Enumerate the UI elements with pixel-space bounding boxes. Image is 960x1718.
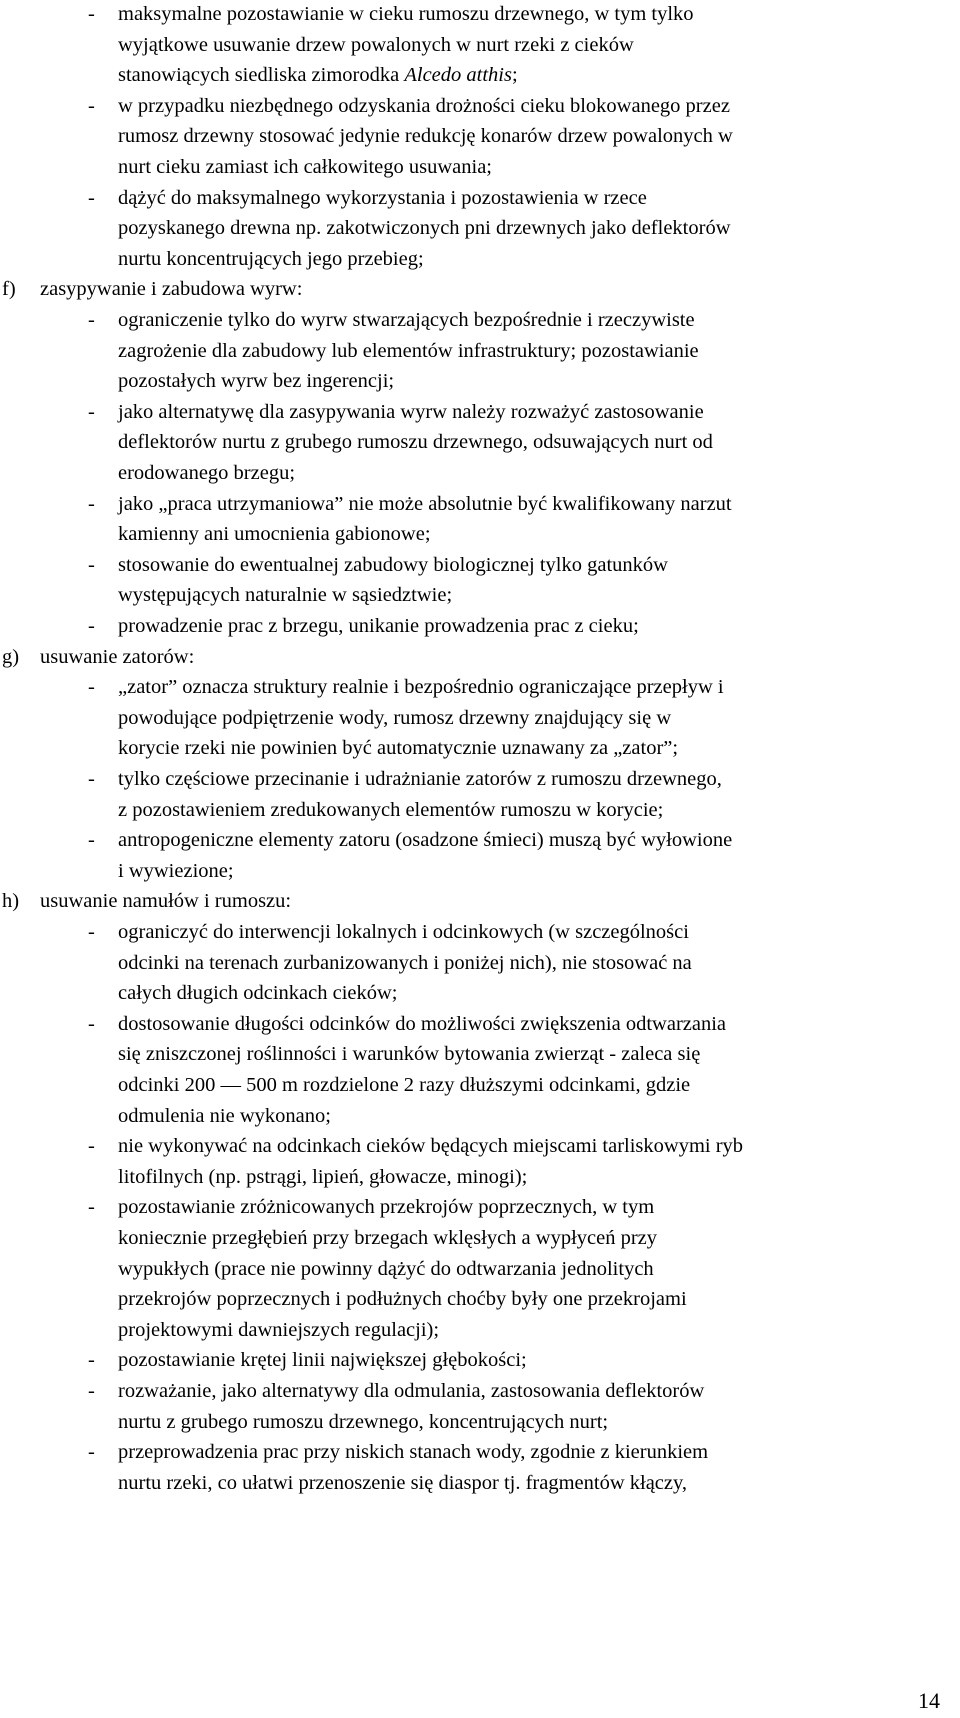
text-line-content: nurt cieku zamiast ich całkowitego usuwania; bbox=[118, 156, 493, 178]
list-bullet-dash: - bbox=[88, 1135, 95, 1158]
text-line-content: zasypywanie i zabudowa wyrw: bbox=[40, 278, 303, 301]
text-line bbox=[118, 738, 678, 759]
text-line-content: ograniczyć do interwencji lokalnych i odcinkowych (w szczególności bbox=[118, 921, 689, 943]
text-line bbox=[118, 1259, 654, 1280]
list-bullet-dash: - bbox=[88, 400, 95, 423]
text-line-content: pozyskanego drewna np. zakotwiczonych pni drzewnych jako deflektorów bbox=[118, 217, 731, 240]
text-line-content: pozostawianie zróżnicowanych przekrojów poprzecznych, w tym bbox=[118, 1196, 655, 1219]
text-line bbox=[118, 830, 732, 851]
text-line-content: występujących naturalnie w sąsiedztwie; bbox=[118, 584, 453, 607]
list-bullet-dash: - bbox=[88, 1380, 95, 1402]
text-line-content: nurtu z grubego rumoszu drzewnego, koncentrujących nurt; bbox=[118, 1410, 609, 1433]
text-line bbox=[118, 616, 639, 637]
text-line-content: deflektorów nurtu z grubego rumoszu drzewnego, odsuwających nurt od bbox=[118, 431, 713, 454]
text-line bbox=[118, 585, 452, 606]
list-bullet-dash: - bbox=[88, 829, 95, 852]
text-line-content: korycie rzeki nie powinien być automatycznie uznawany za „zator”; bbox=[118, 737, 679, 760]
text-line bbox=[118, 432, 713, 453]
text-line-content: w przypadku niezbędnego odzyskania drożności cieku blokowanego przez bbox=[118, 94, 730, 117]
text-line-content: powodujące podpiętrzenie wody, rumosz drzewny znajdujący się w bbox=[118, 706, 672, 729]
text-line bbox=[40, 647, 194, 668]
text-line-content: usuwanie namułów i rumoszu: bbox=[40, 890, 292, 913]
text-line bbox=[118, 1350, 527, 1371]
text-line bbox=[118, 4, 694, 25]
text-line bbox=[118, 157, 492, 178]
text-line-content: projektowymi dawniejszych regulacji); bbox=[118, 1318, 440, 1341]
text-line bbox=[118, 126, 733, 147]
text-line-content: jako „praca utrzymaniowa” nie może absolutnie być kwalifikowany narzut bbox=[118, 492, 732, 515]
text-line-content: pozostałych wyrw bez ingerencji; bbox=[118, 370, 395, 393]
list-bullet-dash: - bbox=[88, 186, 95, 209]
text-line-content: jako alternatywę dla zasypywania wyrw należy rozważyć zastosowanie bbox=[118, 400, 704, 423]
text-line bbox=[118, 341, 699, 362]
text-line bbox=[118, 249, 424, 270]
text-line bbox=[118, 524, 431, 545]
text-line bbox=[118, 218, 731, 239]
text-line-content: wypukłych (prace nie powinny dążyć do odtwarzania jednolitych bbox=[118, 1257, 654, 1280]
text-line bbox=[118, 983, 398, 1004]
text-line-content: nurtu rzeki, co ułatwi przenoszenie się diaspor tj. fragmentów kłączy, bbox=[118, 1471, 688, 1494]
text-line bbox=[118, 861, 234, 882]
text-line bbox=[118, 1106, 331, 1127]
text-line bbox=[118, 1381, 704, 1402]
text-line-content: litofilnych (np. pstrągi, lipień, głowacze, minogi); bbox=[118, 1165, 528, 1188]
text-line-content: się zniszczonej roślinności i warunków bytowania zwierząt - zaleca się bbox=[118, 1043, 701, 1066]
list-bullet-dash: - bbox=[88, 921, 95, 943]
text-line bbox=[118, 922, 689, 943]
text-line bbox=[118, 1197, 654, 1218]
text-line bbox=[118, 1075, 690, 1096]
list-marker-letter: h) bbox=[2, 890, 20, 913]
text-line-content: dostosowanie długości odcinków do możliwości zwiększenia odtwarzania bbox=[118, 1012, 727, 1035]
text-line-content: pozostawianie krętej linii największej głębokości; bbox=[118, 1349, 527, 1372]
text-line-content: odcinki na terenach zurbanizowanych i poniżej nich), nie stosować na bbox=[118, 951, 692, 974]
text-line-content: prowadzenie prac z brzegu, unikanie prowadzenia prac z cieku; bbox=[118, 615, 639, 637]
page-number: 14 bbox=[918, 1688, 940, 1713]
text-line-content: nurtu koncentrujących jego przebieg; bbox=[118, 247, 424, 270]
text-line-content: stanowiących siedliska zimorodka bbox=[118, 64, 405, 87]
text-line bbox=[118, 463, 295, 484]
text-line-content: koniecznie przegłębień przy brzegach wklęsłych a wypłyceń przy bbox=[118, 1227, 658, 1249]
text-line-content: przeprowadzenia prac przy niskich stanach wody, zgodnie z kierunkiem bbox=[118, 1441, 709, 1464]
text-line bbox=[118, 1442, 708, 1463]
text-line bbox=[118, 96, 730, 117]
text-line bbox=[118, 555, 668, 576]
text-line bbox=[118, 1014, 726, 1035]
text-line bbox=[118, 371, 394, 392]
text-line bbox=[118, 65, 518, 86]
text-line-content: ograniczenie tylko do wyrw stwarzających bezpośrednie i rzeczywiste bbox=[118, 309, 695, 331]
text-line-content: przekrojów poprzecznych i podłużnych choćby były one przekrojami bbox=[118, 1288, 687, 1311]
text-line-content: dążyć do maksymalnego wykorzystania i pozostawienia w rzece bbox=[118, 186, 647, 209]
list-bullet-dash: - bbox=[88, 1349, 95, 1372]
text-line-content: antropogeniczne elementy zatoru (osadzone śmieci) muszą być wyłowione bbox=[118, 829, 733, 852]
text-line-content: maksymalne pozostawianie w cieku rumoszu drzewnego, w tym tylko bbox=[118, 3, 694, 25]
text-line bbox=[40, 279, 302, 300]
text-line-content: i wywiezione; bbox=[118, 859, 234, 882]
text-line bbox=[118, 1228, 657, 1249]
species-name: Alcedo atthis bbox=[404, 64, 512, 87]
text-line-content: erodowanego brzegu; bbox=[118, 462, 296, 484]
text-line-content: odcinki 200 — 500 m rozdzielone 2 razy dłuższymi odcinkami, gdzie bbox=[118, 1074, 691, 1096]
text-line bbox=[40, 891, 291, 912]
text-line-content: stosowanie do ewentualnej zabudowy biologicznej tylko gatunków bbox=[118, 553, 668, 576]
text-line-content: z pozostawieniem zredukowanych elementów rumoszu w korycie; bbox=[118, 798, 664, 821]
text-line bbox=[118, 1473, 687, 1494]
text-line bbox=[118, 1044, 700, 1065]
text-line bbox=[118, 1289, 687, 1310]
text-line-content: kamienny ani umocnienia gabionowe; bbox=[118, 523, 431, 546]
list-bullet-dash: - bbox=[88, 94, 95, 117]
text-line bbox=[118, 1167, 527, 1188]
list-bullet-dash: - bbox=[88, 1196, 95, 1219]
text-line bbox=[118, 310, 695, 331]
text-line bbox=[118, 35, 634, 56]
list-bullet-dash: - bbox=[88, 3, 95, 25]
text-line bbox=[118, 402, 704, 423]
list-bullet-dash: - bbox=[88, 676, 95, 699]
text-line bbox=[118, 494, 732, 515]
text-line bbox=[118, 953, 692, 974]
text-line-content: rumosz drzewny stosować jedynie redukcję konarów drzew powalonych w bbox=[118, 125, 733, 148]
text-line-tail: ; bbox=[511, 64, 518, 87]
text-line-content: wyjątkowe usuwanie drzew powalonych w nurt rzeki z cieków bbox=[118, 33, 634, 56]
list-bullet-dash: - bbox=[88, 553, 95, 576]
text-line bbox=[118, 769, 722, 790]
text-line bbox=[118, 188, 647, 209]
text-line bbox=[118, 800, 663, 821]
text-line-content: odmulenia nie wykonano; bbox=[118, 1104, 331, 1127]
list-bullet-dash: - bbox=[88, 1012, 95, 1035]
list-bullet-dash: - bbox=[88, 1441, 95, 1464]
text-line-content: rozważanie, jako alternatywy dla odmulania, zastosowania deflektorów bbox=[118, 1380, 705, 1402]
text-line-content: „zator” oznacza struktury realnie i bezpośrednio ograniczające przepływ i bbox=[118, 676, 724, 699]
text-line bbox=[118, 677, 724, 698]
text-line-content: całych długich odcinkach cieków; bbox=[118, 982, 398, 1005]
list-bullet-dash: - bbox=[88, 615, 95, 637]
text-line bbox=[118, 1320, 439, 1341]
list-marker-letter: f) bbox=[2, 278, 16, 301]
text-line-content: tylko częściowe przecinanie i udrażnianie zatorów z rumoszu drzewnego, bbox=[118, 768, 722, 790]
text-line-content: usuwanie zatorów: bbox=[40, 645, 195, 668]
list-bullet-dash: - bbox=[88, 309, 95, 331]
list-bullet-dash: - bbox=[88, 492, 95, 515]
text-line bbox=[118, 1412, 608, 1433]
list-bullet-dash: - bbox=[88, 768, 95, 790]
text-line-content: zagrożenie dla zabudowy lub elementów infrastruktury; pozostawianie bbox=[118, 339, 699, 362]
text-line bbox=[118, 708, 671, 729]
list-marker-letter: g) bbox=[2, 645, 20, 668]
text-line bbox=[118, 1136, 743, 1157]
text-line-content: nie wykonywać na odcinkach cieków będących miejscami tarliskowymi ryb bbox=[118, 1135, 744, 1158]
